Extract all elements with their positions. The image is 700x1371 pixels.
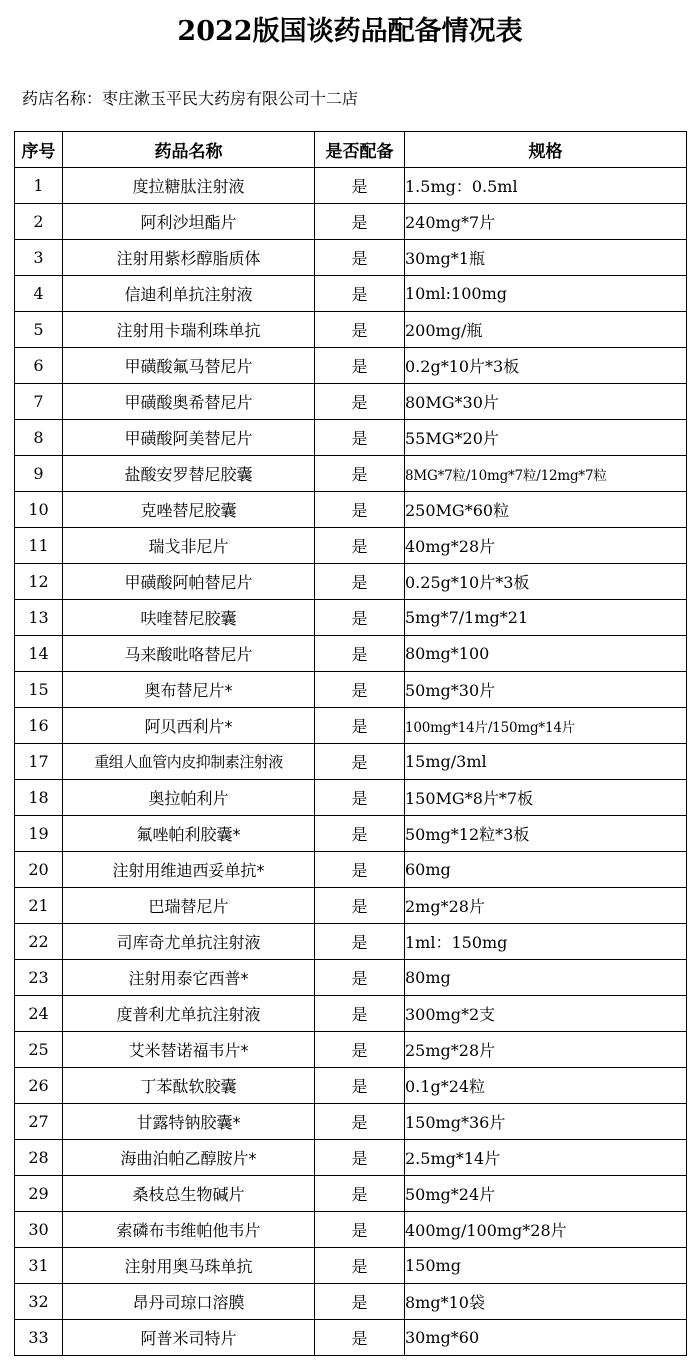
drug-spec: 55MG*20片: [405, 420, 687, 456]
row-number: 30: [15, 1212, 63, 1248]
table-row: [15, 456, 687, 492]
stocked-status: 是: [315, 384, 405, 420]
drug-name: 注射用卡瑞利珠单抗: [63, 312, 315, 348]
row-number: 17: [15, 744, 63, 780]
drug-name: 呋喹替尼胶囊: [63, 600, 315, 636]
table-row: [15, 240, 687, 276]
row-number: 11: [15, 528, 63, 564]
stocked-status: 是: [315, 636, 405, 672]
stocked-status: 是: [315, 312, 405, 348]
row-number: 19: [15, 816, 63, 852]
row-number: 21: [15, 888, 63, 924]
drug-name: 氟唑帕利胶囊*: [63, 816, 315, 852]
row-number: 5: [15, 312, 63, 348]
drug-spec: 150MG*8片*7板: [405, 780, 687, 816]
drug-name: 马来酸吡咯替尼片: [63, 636, 315, 672]
drug-spec: 150mg*36片: [405, 1104, 687, 1140]
drug-spec: 5mg*7/1mg*21: [405, 600, 687, 636]
drug-name: 甲磺酸氟马替尼片: [63, 348, 315, 384]
row-number: 16: [15, 708, 63, 744]
stocked-status: 是: [315, 672, 405, 708]
header-spec: 规格: [405, 132, 687, 168]
drug-name: 桑枝总生物碱片: [63, 1176, 315, 1212]
row-number: 8: [15, 420, 63, 456]
stocked-status: 是: [315, 1212, 405, 1248]
stocked-status: 是: [315, 528, 405, 564]
row-number: 3: [15, 240, 63, 276]
drug-spec: 250MG*60粒: [405, 492, 687, 528]
stocked-status: 是: [315, 1284, 405, 1320]
drug-spec: 150mg: [405, 1248, 687, 1284]
row-number: 15: [15, 672, 63, 708]
table-row: [15, 852, 687, 888]
drug-spec: 50mg*30片: [405, 672, 687, 708]
drug-spec: 15mg/3ml: [405, 744, 687, 780]
stocked-status: 是: [315, 960, 405, 996]
stocked-status: 是: [315, 1320, 405, 1356]
drug-name: 昂丹司琼口溶膜: [63, 1284, 315, 1320]
drug-name: 奥布替尼片*: [63, 672, 315, 708]
stocked-status: 是: [315, 276, 405, 312]
drug-spec: 80mg: [405, 960, 687, 996]
table-row: [15, 312, 687, 348]
drug-spec: 25mg*28片: [405, 1032, 687, 1068]
drug-name: 索磷布韦维帕他韦片: [63, 1212, 315, 1248]
stocked-status: 是: [315, 600, 405, 636]
drug-spec: 240mg*7片: [405, 204, 687, 240]
header-stocked: 是否配备: [315, 132, 405, 168]
drug-name: 阿利沙坦酯片: [63, 204, 315, 240]
drug-name: 度普利尤单抗注射液: [63, 996, 315, 1032]
table-row: [15, 996, 687, 1032]
drug-spec: 60mg: [405, 852, 687, 888]
row-number: 9: [15, 456, 63, 492]
header-no: 序号: [15, 132, 63, 168]
drug-name: 盐酸安罗替尼胶囊: [63, 456, 315, 492]
drug-name: 度拉糖肽注射液: [63, 168, 315, 204]
stocked-status: 是: [315, 420, 405, 456]
table-row: [15, 744, 687, 780]
table-row: [15, 1104, 687, 1140]
table-row: [15, 1284, 687, 1320]
table-row: [15, 204, 687, 240]
drug-name: 信迪利单抗注射液: [63, 276, 315, 312]
row-number: 4: [15, 276, 63, 312]
drug-name: 海曲泊帕乙醇胺片*: [63, 1140, 315, 1176]
table-row: [15, 564, 687, 600]
row-number: 2: [15, 204, 63, 240]
row-number: 25: [15, 1032, 63, 1068]
drug-name: 注射用紫杉醇脂质体: [63, 240, 315, 276]
stocked-status: 是: [315, 348, 405, 384]
stocked-status: 是: [315, 1104, 405, 1140]
drug-spec: 10ml:100mg: [405, 276, 687, 312]
row-number: 6: [15, 348, 63, 384]
table-row: [15, 1140, 687, 1176]
row-number: 28: [15, 1140, 63, 1176]
drug-name: 艾米替诺福韦片*: [63, 1032, 315, 1068]
row-number: 33: [15, 1320, 63, 1356]
stocked-status: 是: [315, 852, 405, 888]
drug-spec: 2.5mg*14片: [405, 1140, 687, 1176]
drug-name: 阿贝西利片*: [63, 708, 315, 744]
stocked-status: 是: [315, 888, 405, 924]
stocked-status: 是: [315, 240, 405, 276]
drug-name: 甲磺酸奥希替尼片: [63, 384, 315, 420]
table-row: [15, 168, 687, 204]
drug-name: 甲磺酸阿美替尼片: [63, 420, 315, 456]
table-row: [15, 384, 687, 420]
table-row: [15, 924, 687, 960]
drug-spec: 30mg*1瓶: [405, 240, 687, 276]
drug-name: 注射用维迪西妥单抗*: [63, 852, 315, 888]
drug-spec: 1.5mg：0.5ml: [405, 168, 687, 204]
drug-spec: 100mg*14片/150mg*14片: [405, 708, 687, 744]
drug-spec: 50mg*12粒*3板: [405, 816, 687, 852]
drug-spec: 200mg/瓶: [405, 312, 687, 348]
drug-name: 阿普米司特片: [63, 1320, 315, 1356]
row-number: 29: [15, 1176, 63, 1212]
store-info: [22, 88, 358, 110]
drug-spec: 30mg*60: [405, 1320, 687, 1356]
drug-spec: 400mg/100mg*28片: [405, 1212, 687, 1248]
stocked-status: 是: [315, 996, 405, 1032]
row-number: 14: [15, 636, 63, 672]
table-row: [15, 780, 687, 816]
stocked-status: 是: [315, 1176, 405, 1212]
header-name: 药品名称: [63, 132, 315, 168]
table-row: [15, 888, 687, 924]
row-number: 24: [15, 996, 63, 1032]
row-number: 10: [15, 492, 63, 528]
table-row: [15, 420, 687, 456]
drug-name: 甲磺酸阿帕替尼片: [63, 564, 315, 600]
drug-name: 重组人血管内皮抑制素注射液: [63, 744, 315, 780]
row-number: 7: [15, 384, 63, 420]
drug-table: [14, 131, 687, 1356]
drug-spec: 300mg*2支: [405, 996, 687, 1032]
drug-spec: 80mg*100: [405, 636, 687, 672]
drug-name: 巴瑞替尼片: [63, 888, 315, 924]
table-row: [15, 636, 687, 672]
row-number: 20: [15, 852, 63, 888]
stocked-status: 是: [315, 1032, 405, 1068]
table-row: [15, 1032, 687, 1068]
stocked-status: 是: [315, 168, 405, 204]
table-row: [15, 348, 687, 384]
table-row: [15, 1320, 687, 1356]
drug-name: 奥拉帕利片: [63, 780, 315, 816]
stocked-status: 是: [315, 204, 405, 240]
drug-spec: 0.25g*10片*3板: [405, 564, 687, 600]
table-row: [15, 528, 687, 564]
table-row: [15, 1176, 687, 1212]
page-title: 2022版国谈药品配备情况表: [177, 16, 523, 47]
table-row: [15, 1248, 687, 1284]
table-row: [15, 1212, 687, 1248]
stocked-status: 是: [315, 1068, 405, 1104]
table-row: [15, 960, 687, 996]
table-row: [15, 600, 687, 636]
stocked-status: 是: [315, 708, 405, 744]
stocked-status: 是: [315, 1140, 405, 1176]
table-body: [15, 168, 687, 1356]
table-row: [15, 708, 687, 744]
row-number: 32: [15, 1284, 63, 1320]
stocked-status: 是: [315, 744, 405, 780]
stocked-status: 是: [315, 816, 405, 852]
row-number: 23: [15, 960, 63, 996]
row-number: 13: [15, 600, 63, 636]
drug-spec: 80MG*30片: [405, 384, 687, 420]
table-row: [15, 1068, 687, 1104]
table-header-row: [15, 132, 687, 168]
drug-spec: 0.1g*24粒: [405, 1068, 687, 1104]
stocked-status: 是: [315, 924, 405, 960]
drug-name: 注射用泰它西普*: [63, 960, 315, 996]
drug-name: 注射用奥马珠单抗: [63, 1248, 315, 1284]
row-number: 26: [15, 1068, 63, 1104]
stocked-status: 是: [315, 780, 405, 816]
table-row: [15, 816, 687, 852]
row-number: 18: [15, 780, 63, 816]
row-number: 27: [15, 1104, 63, 1140]
row-number: 31: [15, 1248, 63, 1284]
drug-name: 瑞戈非尼片: [63, 528, 315, 564]
drug-spec: 8mg*10袋: [405, 1284, 687, 1320]
drug-spec: 40mg*28片: [405, 528, 687, 564]
row-number: 22: [15, 924, 63, 960]
store-label: 药店名称：: [22, 89, 103, 108]
store-name: 枣庄漱玉平民大药房有限公司十二店: [102, 89, 359, 108]
drug-spec: 50mg*24片: [405, 1176, 687, 1212]
drug-spec: 0.2g*10片*3板: [405, 348, 687, 384]
stocked-status: 是: [315, 492, 405, 528]
table-row: [15, 672, 687, 708]
drug-name: 克唑替尼胶囊: [63, 492, 315, 528]
drug-spec: 1ml：150mg: [405, 924, 687, 960]
stocked-status: 是: [315, 564, 405, 600]
table-row: [15, 492, 687, 528]
row-number: 1: [15, 168, 63, 204]
drug-spec: 8MG*7粒/10mg*7粒/12mg*7粒: [405, 456, 687, 492]
row-number: 12: [15, 564, 63, 600]
stocked-status: 是: [315, 1248, 405, 1284]
table-row: [15, 276, 687, 312]
drug-name: 司库奇尤单抗注射液: [63, 924, 315, 960]
drug-spec: 2mg*28片: [405, 888, 687, 924]
drug-name: 丁苯酞软胶囊: [63, 1068, 315, 1104]
stocked-status: 是: [315, 456, 405, 492]
drug-name: 甘露特钠胶囊*: [63, 1104, 315, 1140]
